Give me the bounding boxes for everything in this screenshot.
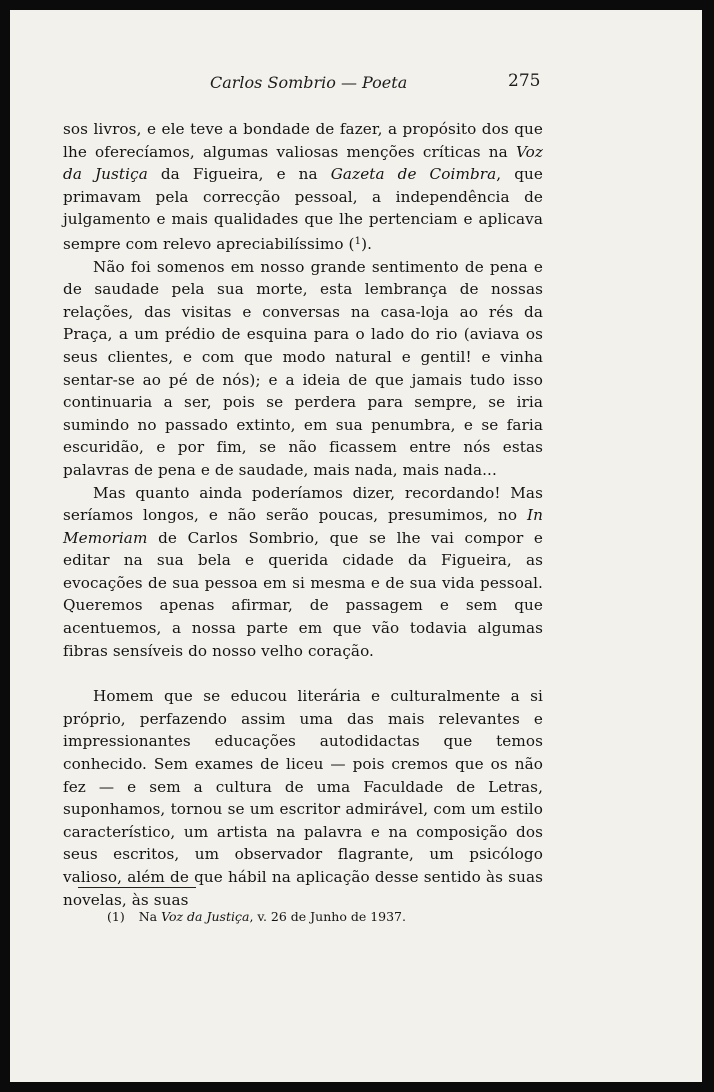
paragraph-2: Não foi somenos em nosso grande sentimento de pena e de saudade pela sua morte, esta lembrança de nossas relações, das visitas e conversas na casa-loja ao rés da Praça, a um prédio de esquina para o lado do rio (aviava os seus clientes, e com que modo natural e gentil! e vinha sentar-se ao pé de nós); e a ideia de que jamais tudo isso continuaria a ser, pois se perdera para sempre, se iria sumindo no passado extinto, em sua penumbra, e se faria escuridão, e por fim, se não ficassem entre nós estas palavras de pena e de saudade, mais nada, mais nada... [63,257,543,479]
footnote-source: Voz da Justiça [161,909,250,924]
running-head: Carlos Sombrio — Poeta [210,73,408,92]
paragraph-1: sos livros, e ele teve a bondade de fazer, a propósito dos que lhe oferecíamos, algumas valiosas menções críticas na Voz da Justiça da Figueira, e na Gazeta de Coimbra, que primavam pela correcção pessoal, a independência de julgamento e mais qualidades que lhe pertenciam e aplicava sempre com relevo apreciabilíssimo ($^1$). [63,120,544,253]
paragraph-4: Homem que se educou literária e culturalmente a si próprio, perfazendo assim uma das mais relevantes e impressionantes educações autodidactas que temos conhecido. Sem exames de liceu — pois cremos que os não fez — e sem a cultura de uma Faculdade de Letras, suponhamos, tornou se um escritor admirável, com um estilo característico, um artista na palavra e na composição dos seus escritos, um observador flagrante, um psicólogo valioso, além de que hábil na aplicação desse sentido às suas novelas, às suas [63,687,543,909]
footnote-reference: 1 [354,235,362,247]
paragraph-3: Mas quanto ainda poderíamos dizer, recordando! Mas seríamos longos, e não serão poucas, presumimos, no In Memoriam de Carlos Sombrio, que se lhe vai compor e editar na sua bela e querida cidade da Figueira, as evocações de sua pessoa em si mesma e de sua vida pessoal. Queremos apenas afirmar, de passagem e sem que acentuemos, a nossa parte em que vão todavia algumas fibras sensíveis do nosso velho coração. [63,483,543,660]
journal-title: Gazeta de Coimbra [330,165,497,184]
page-number: 275 [508,71,541,91]
book-page [10,10,702,1082]
footnote: (1) Na Voz da Justiça, v. 26 de Junho de 1937. [107,909,406,924]
footnote-marker: (1) [107,909,125,924]
page-header [10,73,702,95]
journal-title: Voz da Justiça [63,142,543,184]
book-title: In Memoriam [63,506,543,547]
footnote-divider [78,887,196,888]
body-text [63,118,543,911]
